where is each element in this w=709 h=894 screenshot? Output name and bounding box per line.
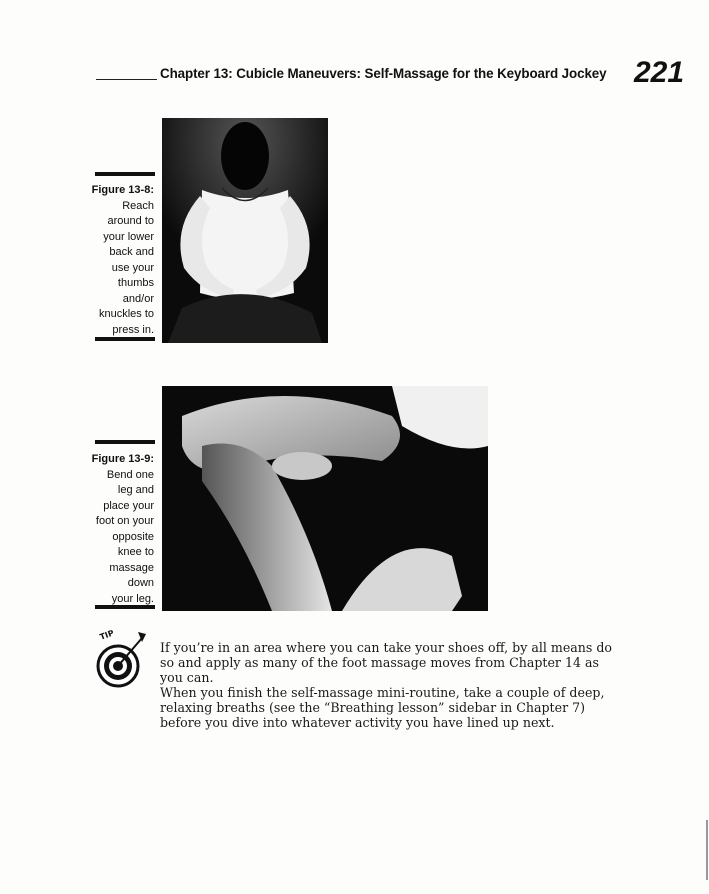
- figure-13-8-photo: [162, 118, 328, 343]
- caption-line: down: [127, 577, 154, 589]
- figure-13-9-photo: [162, 386, 488, 611]
- caption-line: foot on your: [95, 515, 154, 527]
- caption-top-bar: [95, 172, 155, 176]
- caption-line: knuckles to: [98, 308, 154, 320]
- caption-line: use your: [111, 261, 154, 274]
- tip-paragraph: If you’re in an area where you can take your shoes off, by all means do so and apply as many of the foot massage moves from Chapter 14 as you can.: [160, 640, 613, 685]
- caption-line: your lower: [103, 230, 154, 243]
- caption-line: leg and: [117, 484, 154, 496]
- caption-line: massage: [109, 561, 154, 574]
- caption-top-bar: [95, 440, 155, 444]
- figure-label: Figure 13-8:: [91, 184, 154, 196]
- caption-line: around to: [107, 215, 154, 227]
- page-number: 221: [634, 56, 685, 89]
- caption-line: opposite: [112, 530, 154, 543]
- body-paragraph: When you finish the self-massage mini-routine, take a couple of deep, relaxing breaths (see the “Breathing lesson” sidebar in Chapter 7) before you dive into whatever activity you have lined up next.: [160, 685, 605, 730]
- caption-line: place your: [103, 499, 154, 512]
- caption-bottom-bar: [95, 605, 155, 609]
- tip-target-icon: [94, 626, 148, 688]
- caption-line: Bend one: [106, 468, 154, 481]
- figure-13-9-caption: [74, 452, 154, 607]
- caption-bottom-bar: [95, 337, 155, 341]
- caption-line: thumbs: [117, 277, 154, 289]
- tip-icon-label: TIP: [98, 628, 116, 642]
- figure-label: Figure 13-9:: [91, 453, 154, 465]
- caption-line: knee to: [117, 546, 154, 558]
- caption-line: press in.: [112, 323, 154, 336]
- caption-line: Reach: [122, 199, 154, 212]
- chapter-title: Chapter 13: Cubicle Maneuvers: Self-Massage for the Keyboard Jockey: [160, 66, 607, 81]
- caption-line: and/or: [122, 292, 154, 305]
- caption-line: your leg.: [111, 592, 154, 605]
- figure-13-8-caption: [74, 183, 154, 338]
- caption-line: back and: [109, 246, 154, 258]
- scan-edge-mark: [706, 820, 708, 880]
- header-rule: [96, 79, 157, 80]
